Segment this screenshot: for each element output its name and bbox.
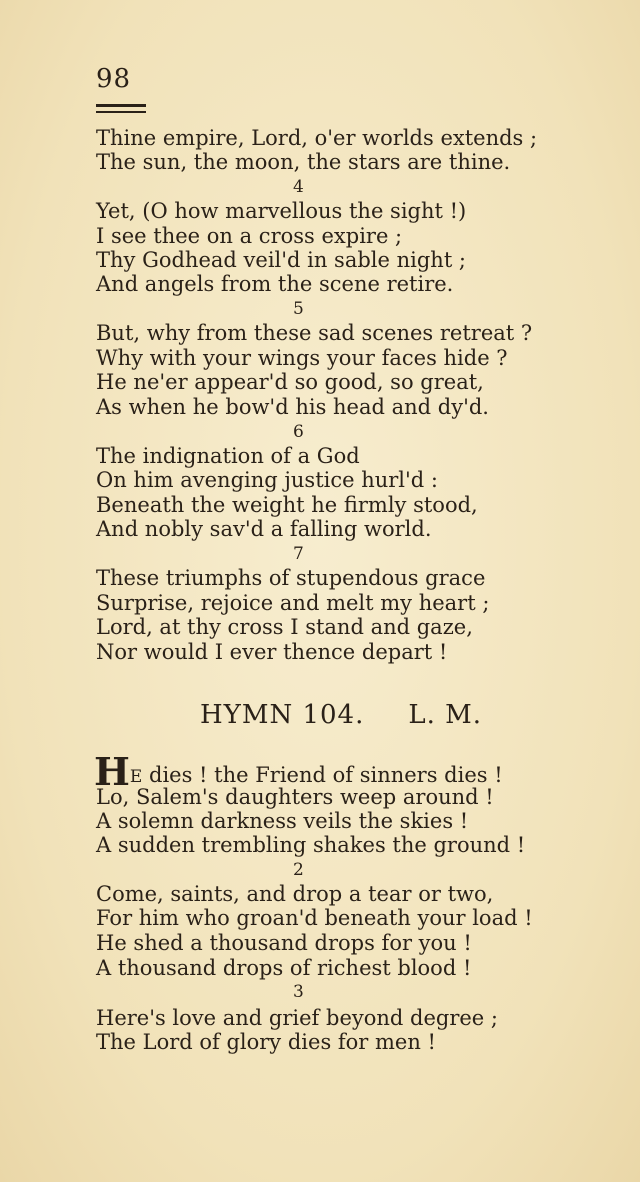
verse-line: Beneath the weight he firmly stood, [96, 493, 478, 517]
hymn-line: He shed a thousand drops for you ! [96, 931, 472, 955]
hymn-meter: L. M. [408, 700, 483, 730]
verse-number: 4 [293, 177, 304, 197]
hymn-line: For him who groan'd beneath your load ! [96, 906, 533, 930]
verse-line: Why with your wings your faces hide ? [96, 346, 508, 370]
verse-line: Nor would I ever thence depart ! [96, 640, 448, 664]
verse-line: But, why from these sad scenes retreat ? [96, 321, 533, 345]
verse-line: The indignation of a God [96, 444, 360, 468]
hymn-line: The Lord of glory dies for men ! [96, 1030, 436, 1054]
hymn-line: Here's love and grief beyond degree ; [96, 1006, 498, 1030]
hymn-line: A solemn darkness veils the skies ! [96, 809, 469, 833]
first-line-text: dies ! the Friend of sinners dies ! [142, 763, 503, 787]
header-rule [96, 104, 146, 107]
hymn-line: A sudden trembling shakes the ground ! [96, 833, 526, 857]
verse-line: On him avenging justice hurl'd : [96, 468, 438, 492]
verse-line: Yet, (O how marvellous the sight !) [96, 199, 467, 223]
verse-number: 3 [293, 982, 304, 1002]
verse-number: 5 [293, 299, 304, 319]
verse-line: He ne'er appear'd so good, so great, [96, 370, 484, 394]
verse-line: These triumphs of stupendous grace [96, 566, 486, 590]
hymn-line: Come, saints, and drop a tear or two, [96, 882, 494, 906]
verse-line: Thy Godhead veil'd in sable night ; [96, 248, 467, 272]
small-cap: E [129, 767, 143, 787]
verse-number: 7 [293, 544, 304, 564]
verse-number: 2 [293, 860, 304, 880]
hymn-line: Lo, Salem's daughters weep around ! [96, 785, 494, 809]
hymn-heading [200, 700, 526, 730]
hymn-line: A thousand drops of richest blood ! [96, 956, 472, 980]
verse-line: As when he bow'd his head and dy'd. [96, 395, 489, 419]
drop-cap: H [94, 749, 130, 794]
header-rule-thin [96, 111, 146, 113]
verse-line: And angels from the scene retire. [96, 272, 454, 296]
verse-line: Surprise, rejoice and melt my heart ; [96, 591, 490, 615]
verse-number: 6 [293, 422, 304, 442]
verse-line: I see thee on a cross expire ; [96, 224, 403, 248]
verse-line: And nobly sav'd a falling world. [96, 517, 432, 541]
verse-line: Thine empire, Lord, o'er worlds extends ; [96, 126, 538, 150]
verse-line: Lord, at thy cross I stand and gaze, [96, 615, 473, 639]
page-number: 98 [96, 64, 132, 94]
verse-line: The sun, the moon, the stars are thine. [96, 150, 511, 174]
hymn-title: HYMN 104. [200, 700, 365, 730]
